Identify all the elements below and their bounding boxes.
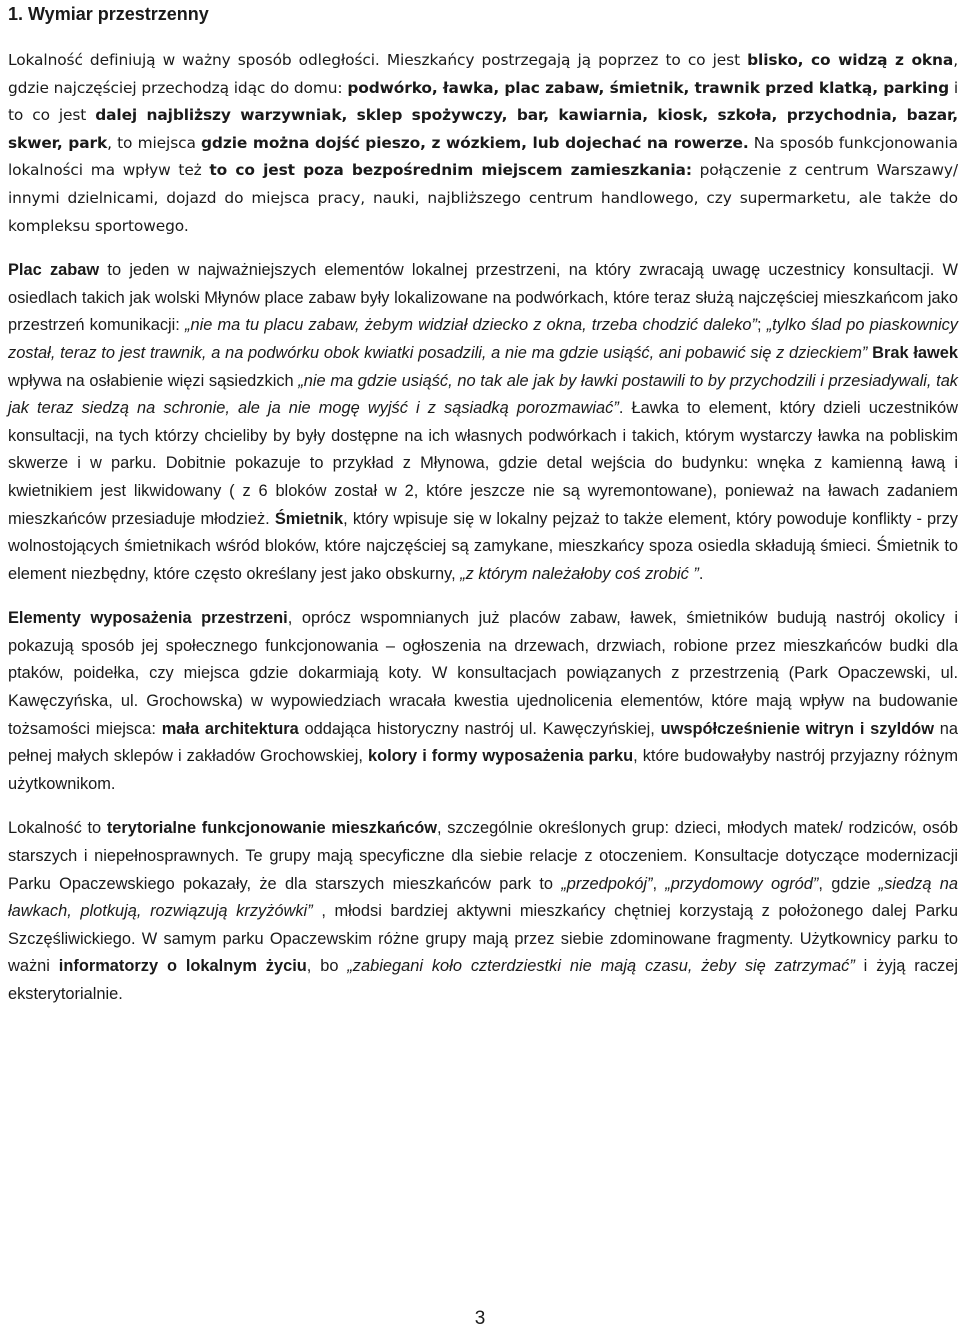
text-run: Lokalność definiują w ważny sposób odległości. Mieszkańcy postrzegają ją poprzez to co jest [8,51,748,69]
bold-phrase: dalej najbliższy warzywniak, sklep spożywczy, bar, kawiarnia, kiosk, szkoła, przychodnia, bazar, skwer, park [8,106,958,152]
italic-quote: „zabiegani koło czterdziestki nie mają czasu, żeby się zatrzymać” [347,957,855,976]
text-run: Na sposób funkcjonowania lokalności ma wpływ też [8,133,958,180]
text-run: ; [757,316,767,335]
text-run: Lokalność to [8,819,107,838]
bold-phrase: Elementy wyposażenia przestrzeni [8,609,288,628]
bold-phrase: mała architektura [161,719,299,738]
bold-phrase: blisko, co widzą z okna [747,51,954,69]
italic-quote: „przedpokój” [561,874,653,893]
text-run: i to co jest [8,78,959,125]
text-run: , który wpisuje się w lokalny pejzaż to także element, który powoduje konflikty - przy wolnostojących śmietnikach wśród bloków, które najczęściej są zamykane, mieszkańcy spoza osiedla składują śmieci. Śmietnik to element niezbędny, które często określany jest jako obskurny, [8,509,959,583]
page-number: 3 [474,1308,486,1329]
paragraph-lokalnosc-odleglosci [8,47,958,240]
italic-quote: „nie ma tu placu zabaw, żebym widział dziecko z okna, trzeba chodzić daleko” [185,316,757,335]
document-page [8,0,958,1009]
text-run: to jeden w najważniejszych elementów lokalnej przestrzeni, na który zwracają uwagę uczestnicy konsultacji. W osiedlach takich jak wolski Młynów place zabaw były lokalizowane na podwórkach, które teraz służą najczęściej mieszkańcom jako przestrzeń komunikacji: [8,261,958,335]
text-run: połączenie z centrum Warszawy/ innymi dzielnicami, dojazd do miejsca pracy, nauki, najbliższego centrum handlowego, czy supermarketu, ale także do kompleksu sportowego. [8,161,958,235]
italic-quote: „tylko ślad po piaskownicy został, teraz to jest trawnik, a na podwórku obok kwiatki posadzili, a nie ma gdzie usiąść, ani pobawić się z dzieckiem” [8,316,958,362]
bold-phrase: uwspółcześnienie witryn i szyldów [660,719,934,738]
italic-quote: „nie ma gdzie usiąść, no tak ale jak by ławki postawili to by przychodzili i przesiadywali, tak jak teraz siedzą na schronie, ale ja nie mogę wyjść i z sąsiadką porozmawiać” [8,371,958,418]
text-run: . [698,564,704,583]
bold-phrase: informatorzy o lokalnym życiu [58,957,307,976]
bold-phrase: terytorialne funkcjonowanie mieszkańców [106,819,437,838]
italic-quote: „przydomowy ogród” [665,874,819,893]
text-run: oddająca historyczny nastrój ul. Kawęczyńskiej, [298,719,661,738]
bold-phrase: Brak ławek [872,343,959,362]
text-run: , to miejsca [107,133,202,152]
text-run: na pełnej małych sklepów i zakładów Grochowskiej, [8,719,958,766]
text-run: i żyją raczej eksterytorialnie. [8,957,958,1003]
text-run: , [652,874,666,893]
text-run: , młodsi bardziej aktywni mieszkańcy chętniej korzystają z położonego dalej Parku Szczęśliwickiego. W samym parku Opaczewskim różne grupy mają przez siebie zdominowane fragmenty. Użytkownicy parku to ważni [8,902,958,976]
text-run: wpływa na osłabienie więzi sąsiedzkich [8,371,299,390]
bold-phrase: to co jest poza bezpośrednim miejscem zamieszkania: [209,161,692,180]
bold-phrase: gdzie można dojść pieszo, z wózkiem, lub dojechać na rowerze. [201,133,749,152]
section-heading: 1. Wymiar przestrzenny [8,4,209,24]
text-run: , szczególnie określonych grup: dzieci, młodych matek/ rodziców, osób starszych i niepełnosprawnych. Te grupy mają specyficzne dla siebie relacje z otoczeniem. Konsultacje dotyczące modernizacji Parku Opaczewskiego pokazały, że dla starszych mieszkańców park to [8,819,958,893]
bold-phrase: kolory i formy wyposażenia parku [367,747,634,766]
italic-quote: „z którym należałoby coś zrobić ” [460,564,699,583]
bold-phrase: podwórko, ławka, plac zabaw, śmietnik, trawnik przed klatką, parking [347,78,950,97]
paragraph-terytorialne-funkcjonowanie [8,815,958,1008]
bold-phrase: Plac zabaw [8,261,100,280]
paragraph-plac-zabaw [8,257,958,588]
text-run: , które budowałyby nastrój przyjazny różnym użytkownikom. [8,747,958,793]
bold-phrase: Śmietnik [274,509,344,528]
paragraph-elementy-wyposazenia [8,605,958,798]
text-run: . Ławka to element, który dzieli uczestników konsultacji, na tych którzy chcieliby by były dostępne na ich własnych podwórkach i takich, którym wystarczy ławka na pobliskim skwerze i w parku. Dobitnie pokazuje to przykład z Młynowa, gdzie detal wejścia do budynku: wnęka z kamienną ławą i kwietnikiem jest likwidowany ( z 6 bloków został w 2, które jeszcze nie są wyremontowane), ponieważ na ławach zadaniem mieszkańców przesiaduje młodzież. [8,399,958,528]
text-run: , bo [306,957,348,976]
text-run: , gdzie [818,874,879,893]
text-run: , oprócz wspomnianych już placów zabaw, ławek, śmietników budują nastrój okolicy i pokazują sposób jej społecznego funkcjonowania – ogłoszenia na drzewach, drzwiach, robione przez mieszkańców budki dla ptaków, poidełka, czy miejsca gdzie dokarmiają koty. W konsultacjach powiązanych z przestrzenią (Park Opaczewski, ul. Kawęczyńska, ul. Grochowska) w wypowiedziach wracała kwestia ujednolicenia elementów, które mają wpływ na budowanie tożsamości miejsca: [8,609,958,738]
text-run: , gdzie najczęściej przechodzą idąc do domu: [8,51,958,97]
italic-quote: „siedzą na ławkach, plotkują, rozwiązują krzyżówki” [8,874,958,921]
